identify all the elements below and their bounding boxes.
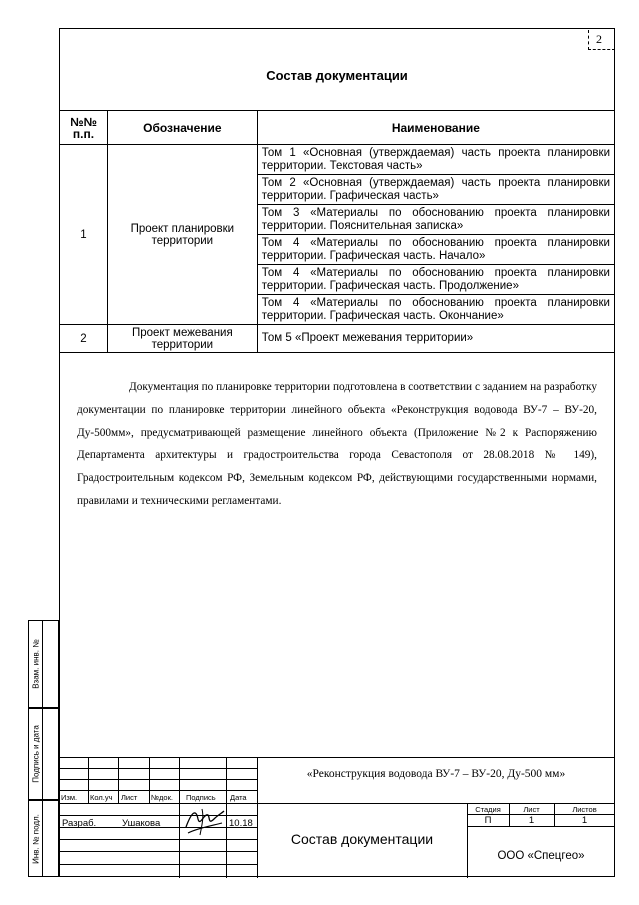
volume-item: Том 2 «Основная (утверждаемая) часть проекта планировки территории. Графическая часть» — [257, 175, 614, 205]
role-label: Разраб. — [62, 818, 97, 829]
col-header-ndok: №док. — [151, 793, 173, 802]
sheets-value: 1 — [581, 815, 588, 826]
project-name: «Реконструкция водовода ВУ-7 – ВУ-20, Ду-500 мм» — [306, 768, 566, 780]
person-name: Ушакова — [122, 818, 161, 829]
header-name: Наименование — [257, 111, 614, 145]
sheets-label: Листов — [572, 805, 597, 814]
volume-item: Том 5 «Проект межевания территории» — [257, 325, 614, 353]
side-label-vzam: Взам. инв. № — [31, 639, 40, 689]
row-2-num: 2 — [60, 325, 108, 353]
body-paragraph: Документация по планировке территории подготовлена в соответствии с заданием на разработку документации по планировке территории линейного объекта «Реконструкция водовода ВУ-7 – ВУ-20, Ду-500мм», предусматривающей размещение линейного объекта (Приложение №2 к Распоряжению Департамента архитектуры и градостроительства города Севастополя от 28.08.2018 № 149), Градостроительным кодексом РФ, Земельным кодексом РФ, действующими государственными нормами, правилами и техническими регламентами. — [77, 381, 597, 507]
volume-item: Том 3 «Материалы по обоснованию проекта планировки территории. Пояснительная записка» — [257, 205, 614, 235]
row-2-designation: Проект межевания территории — [107, 325, 257, 353]
company-name: ООО «Спецгео» — [497, 850, 585, 862]
signature-icon — [182, 805, 226, 839]
documentation-table — [59, 110, 615, 353]
side-label-podpis: Подпись и дата — [31, 725, 40, 783]
col-header-list: Лист — [121, 793, 138, 802]
volume-item: Том 4 «Материалы по обоснованию проекта планировки территории. Графическая часть. Окончание» — [257, 295, 614, 325]
side-strip-podpis — [28, 708, 59, 800]
volume-item: Том 1 «Основная (утверждаемая) часть проекта планировки территории. Текстовая часть» — [257, 145, 614, 175]
document-title: Состав документации — [266, 68, 408, 83]
sign-date: 10.18 — [229, 818, 253, 829]
col-header-podpis: Подпись — [186, 793, 216, 802]
volume-item: Том 4 «Материалы по обоснованию проекта планировки территории. Графическая часть. Продолжение» — [257, 265, 614, 295]
page-number: 2 — [596, 32, 602, 46]
stage-label: Стадия — [475, 805, 501, 814]
row-1-num: 1 — [60, 145, 108, 325]
table-row — [60, 145, 615, 175]
row-1-designation: Проект планировки территории — [107, 145, 257, 325]
header-designation: Обозначение — [107, 111, 257, 145]
stage-value: П — [484, 815, 492, 826]
sheet-title: Состав документации — [290, 831, 434, 847]
header-num: №№ п.п. — [60, 111, 108, 145]
col-header-data: Дата — [230, 793, 247, 802]
sheet-label: Лист — [523, 805, 540, 814]
col-header-izm: Изм. — [61, 793, 78, 802]
side-label-inv: Инв. № подл. — [31, 813, 40, 864]
sheet-value: 1 — [528, 815, 535, 826]
volume-item: Том 4 «Материалы по обоснованию проекта планировки территории. Графическая часть. Начало» — [257, 235, 614, 265]
table-row — [60, 325, 615, 353]
title-block — [59, 757, 615, 877]
side-strip-inv — [28, 800, 59, 877]
side-strip-vzam — [28, 620, 59, 708]
col-header-koluch: Кол.уч — [90, 793, 113, 802]
table-header-row — [60, 111, 615, 145]
